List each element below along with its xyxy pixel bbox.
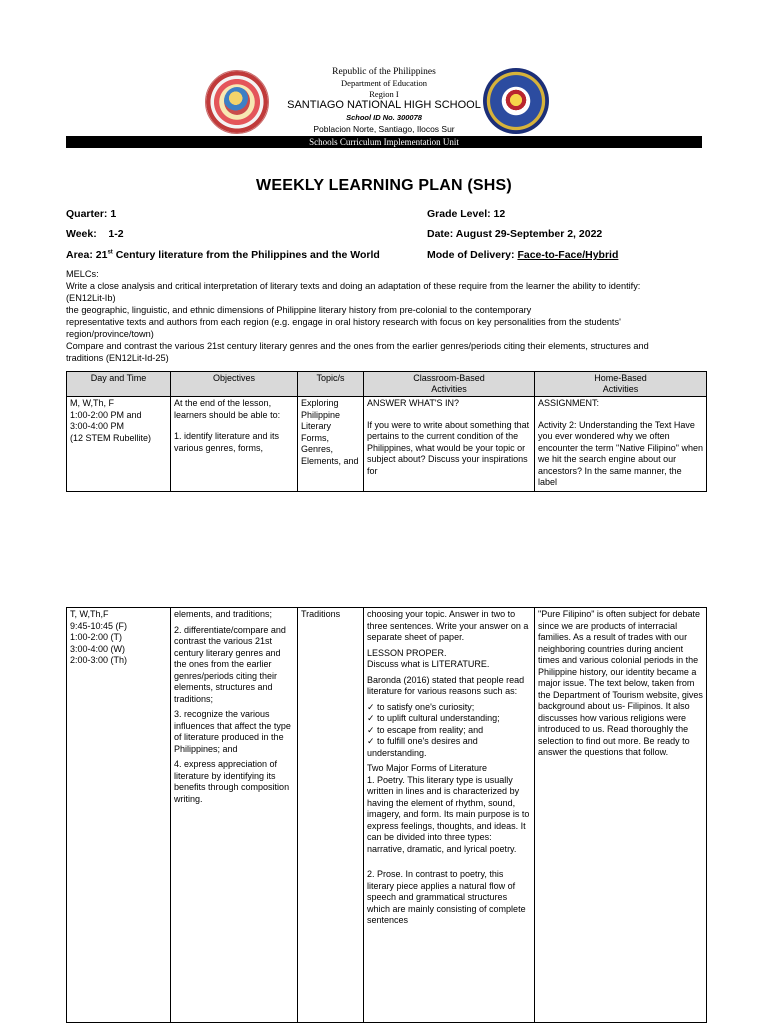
- table-row: [67, 397, 707, 492]
- header-unit-bar: Schools Curriculum Implementation Unit: [66, 136, 702, 148]
- check-item: ✓ to escape from reality; and: [367, 724, 484, 735]
- grade-level-label: Grade Level: 12: [427, 208, 506, 220]
- check-item: ✓ to satisfy one's curiosity;: [367, 701, 475, 712]
- melcs-line: region/province/town): [66, 329, 154, 339]
- cell-day-time: M, W,Th, F 1:00-2:00 PM and 3:00-4:00 PM (12 STEM Rubellite): [67, 397, 171, 492]
- check-item: ✓ to uplift cultural understanding;: [367, 713, 500, 723]
- cell-classroom: ANSWER WHAT'S IN? If you were to write about something that pertains to the current condition of the Philippines, what would be your topic or subject about? Discuss your inspirations for: [364, 397, 535, 492]
- plan-table-page-1: [66, 371, 707, 492]
- cell-objectives: elements, and traditions; 2. differentiate/compare and contrast the various 21st century literary genres and the ones from the earlier genres/periods citing their elements, structures and traditions; 3. recognize the various influences that affect the type of literature produced in the Philippines; and 4. express appreciation of literature by identifying its benefits through composition writing.: [171, 608, 298, 1023]
- col-header-objectives: Objectives: [171, 372, 298, 397]
- header-address: Poblacion Norte, Santiago, Ilocos Sur: [313, 124, 455, 134]
- melcs-line: (EN12Lit-Ib): [66, 293, 116, 303]
- header-school-id: School ID No. 300078: [346, 113, 422, 122]
- delivery-mode-label: Mode of Delivery: Face-to-Face/Hybrid: [427, 249, 619, 261]
- table-row: [67, 608, 707, 1023]
- quarter-label: Quarter: 1: [66, 208, 117, 220]
- melcs-line: Write a close analysis and critical interpretation of literary texts and doing an adaptation of these require from the learner the ability to identify:: [66, 281, 641, 291]
- cell-topics: Traditions: [298, 608, 364, 1023]
- header-department: Department of Education: [341, 78, 427, 88]
- melcs-line: the geographic, linguistic, and ethnic dimensions of Philippine literary history from pre-colonial to the contemporary: [66, 305, 532, 315]
- melcs-section: [66, 268, 706, 364]
- melcs-line: traditions (EN12Lit-Id-25): [66, 353, 169, 363]
- cell-home: ASSIGNMENT: Activity 2: Understanding the Text Have you ever wondered why we often encounter the term "Native Filipino" when we hit the search engine about our ancestors? In the same manner, the label: [535, 397, 707, 492]
- cell-classroom: choosing your topic. Answer in two to three sentences. Write your answer on a separate sheet of paper. LESSON PROPER. Discuss what is LITERATURE. Baronda (2016) stated that people read literature for various reasons such as: ✓ to satisfy one's curiosity; ✓ to uplift cultural understanding; ✓ to escape from reality; and ✓ to fulfill one's desires and understanding. Two Major Forms of Literature 1. Poetry. This literary type is usually written in lines and is characterized by having the element of rhythm, sound, imagery, and form. Its main purpose is to express feelings, thoughts, and ideas. It can be divided into three types: narrative, dramatic, and lyrical poetry. 2. Prose. In contrast to poetry, this literary piece applies a natural flow of speech and grammatical structures which are mainly consisting of complete sentences: [364, 608, 535, 1023]
- check-item: ✓ to fulfill one's desires and understanding.: [367, 736, 478, 758]
- area-label: Area: 21st Century literature from the Philippines and the World: [66, 249, 380, 261]
- col-header-classroom: Classroom-Based Activities: [364, 372, 535, 397]
- page-title: WEEKLY LEARNING PLAN (SHS): [256, 177, 512, 194]
- melcs-line: Compare and contrast the various 21st century literary genres and the ones from the earlier genres/periods citing their elements, structures and: [66, 341, 649, 351]
- plan-table-page-2: [66, 607, 707, 1023]
- week-label: Week: 1-2: [66, 228, 124, 240]
- cell-objectives: At the end of the lesson, learners should be able to: 1. identify literature and its various genres, forms,: [171, 397, 298, 492]
- melcs-line: MELCs:: [66, 269, 99, 279]
- header-republic: Republic of the Philippines: [332, 67, 436, 77]
- date-label: Date: August 29-September 2, 2022: [427, 228, 603, 240]
- header-region: Region I: [369, 89, 399, 99]
- melcs-line: representative texts and authors from each region (e.g. engage in oral history research with focus on key personalities from the students': [66, 317, 621, 327]
- col-header-topics: Topic/s: [298, 372, 364, 397]
- header-school-name: SANTIAGO NATIONAL HIGH SCHOOL: [287, 99, 481, 111]
- cell-topics: Exploring Philippine Literary Forms, Genres, Elements, and: [298, 397, 364, 492]
- table-header-row: [67, 372, 707, 397]
- col-header-home: Home-Based Activities: [535, 372, 707, 397]
- col-header-day-time: Day and Time: [67, 372, 171, 397]
- cell-home: "Pure Filipino" is often subject for debate since we are products of interracial families. As a result of trades with our neighboring countries during ancient times and various colonial periods in the Philippine history, our identity became a major issue. The text below, taken from the Department of Tourism website, gives background about us- Filipinos. It also discusses how various religions were introduced to us. Read thoroughly the selection to find out more. Be ready to answer the questions that follow.: [535, 608, 707, 1023]
- cell-day-time: T, W,Th,F 9:45-10:45 (F) 1:00-2:00 (T) 3:00-4:00 (W) 2:00-3:00 (Th): [67, 608, 171, 1023]
